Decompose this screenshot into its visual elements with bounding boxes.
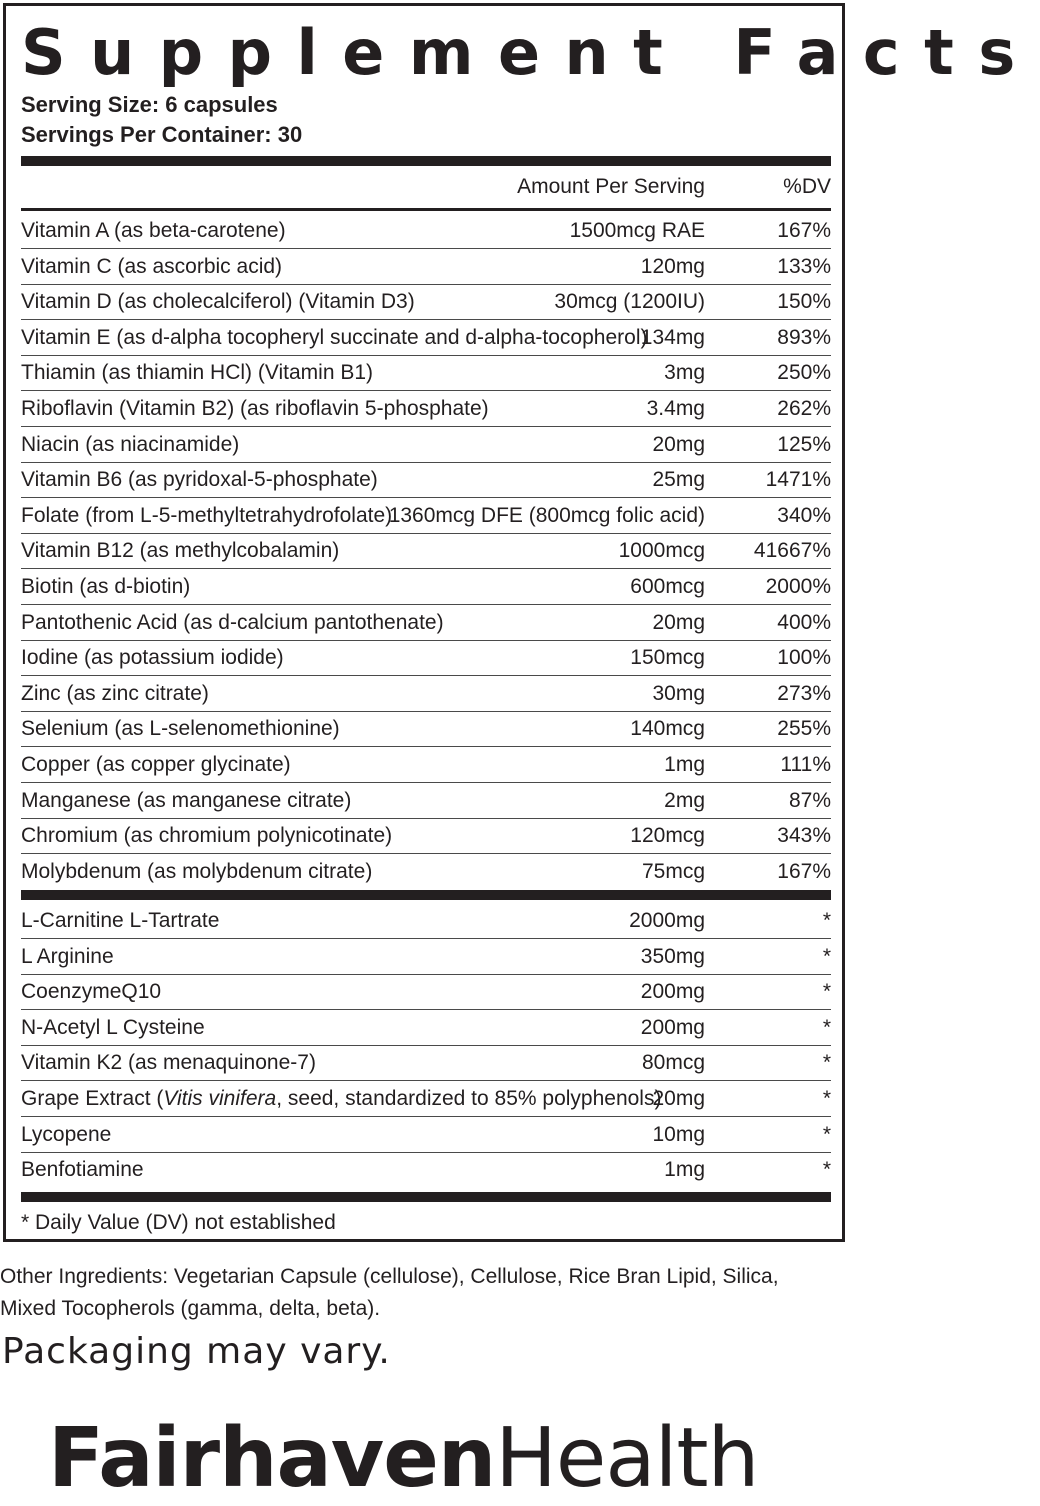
- table-row: [21, 975, 831, 1010]
- nutrient-name: Iodine (as potassium iodide): [21, 646, 284, 670]
- other-ingredients: Other Ingredients: Vegetarian Capsule (cellulose), Cellulose, Rice Bran Lipid, Silica, Mixed Tocopherols (gamma, delta, beta).: [0, 1265, 779, 1320]
- table-row: [21, 214, 831, 249]
- nutrient-name: Pantothenic Acid (as d-calcium pantothenate): [21, 610, 444, 634]
- table-row: [21, 392, 831, 427]
- nutrient-name: Vitamin K2 (as menaquinone-7): [21, 1051, 316, 1075]
- nutrient-name: Lycopene: [21, 1122, 112, 1146]
- dv-value: 41667%: [753, 539, 831, 563]
- amount-value: 3.4mg: [646, 397, 705, 420]
- dv-value: 2000%: [765, 575, 831, 598]
- amount-header: Amount Per Serving: [517, 175, 705, 198]
- amount-value: 25mg: [652, 468, 705, 492]
- amount-value: 134mg: [640, 325, 705, 349]
- table-row: [21, 819, 831, 854]
- dv-value: 133%: [777, 254, 831, 278]
- nutrient-name: Vitamin C (as ascorbic acid): [21, 254, 283, 278]
- amount-value: 80mcg: [641, 1051, 705, 1075]
- table-row: [21, 712, 831, 747]
- amount-value: 120mcg: [630, 824, 705, 848]
- amount-value: 20mg: [652, 610, 705, 634]
- dv-value: 87%: [788, 788, 831, 812]
- amount-value: 1mg: [664, 753, 705, 776]
- table-row: [21, 250, 831, 285]
- amount-value: 30mcg (1200IU): [554, 290, 705, 314]
- header-divider: [21, 208, 831, 211]
- brand-logo: [48, 1411, 759, 1506]
- servings-per-container: Servings Per Container: 30: [21, 122, 303, 147]
- table-row: [21, 534, 831, 569]
- dv-value: 167%: [777, 219, 831, 242]
- amount-value: 600mcg: [630, 575, 705, 598]
- table-row: [21, 321, 831, 356]
- amount-value: 120mg: [640, 254, 705, 278]
- table-row: [21, 1082, 831, 1117]
- dv-value: *: [822, 1087, 831, 1110]
- dv-footnote: * Daily Value (DV) not established: [21, 1211, 336, 1234]
- dv-value: 125%: [777, 432, 831, 456]
- table-row: [21, 940, 831, 975]
- dv-value: 340%: [777, 503, 831, 527]
- table-row: [21, 285, 831, 320]
- dv-value: 100%: [777, 646, 831, 670]
- nutrient-name: CoenzymeQ10: [21, 980, 162, 1004]
- dv-value: 255%: [777, 717, 831, 741]
- amount-value: 1360mcg DFE (800mcg folic acid): [388, 503, 705, 527]
- dv-value: 343%: [777, 824, 831, 848]
- dv-value: *: [822, 1051, 831, 1075]
- table-row: [21, 1046, 831, 1081]
- thick-divider-bottom: [21, 1192, 831, 1202]
- dv-value: 167%: [777, 859, 831, 883]
- brand-logo-part1: Fairhaven: [48, 1411, 496, 1506]
- amount-value: 1mg: [664, 1158, 705, 1182]
- thick-divider-top: [21, 156, 831, 166]
- amount-value: 1500mcg RAE: [569, 219, 705, 242]
- nutrient-name: L Arginine: [21, 944, 114, 968]
- table-row: [21, 784, 831, 819]
- table-row: [21, 356, 831, 391]
- serving-size: Serving Size: 6 capsules: [21, 92, 278, 117]
- nutrient-name-part: Vitis vinifera: [163, 1087, 277, 1110]
- table-row: [21, 904, 831, 939]
- nutrient-name: Benfotiamine: [21, 1158, 144, 1182]
- table-row: [21, 748, 831, 783]
- dv-value: *: [822, 1122, 831, 1146]
- nutrient-name: Vitamin D (as cholecalciferol) (Vitamin D3): [21, 290, 415, 314]
- table-row: [21, 1118, 831, 1153]
- dv-value: 150%: [777, 290, 831, 314]
- nutrient-name: N-Acetyl L Cysteine: [21, 1015, 205, 1039]
- dv-value: 262%: [777, 397, 831, 420]
- packaging-note: Packaging may vary.: [2, 1331, 391, 1372]
- amount-value: 20mg: [652, 1087, 705, 1110]
- nutrient-name: Biotin (as d-biotin): [21, 575, 191, 598]
- amount-value: 75mcg: [641, 859, 705, 883]
- nutrient-name: Selenium (as L-selenomethionine): [21, 717, 340, 741]
- dv-value: *: [822, 1158, 831, 1182]
- nutrient-name: Folate (from L-5-methyltetrahydrofolate): [21, 503, 393, 527]
- amount-value: 2mg: [664, 788, 705, 812]
- table-row: [21, 641, 831, 676]
- amount-value: 140mcg: [630, 717, 705, 741]
- nutrient-name: Copper (as copper glycinate): [21, 753, 291, 776]
- table-row: [21, 499, 831, 534]
- amount-value: 2000mg: [629, 909, 705, 932]
- nutrient-name: Vitamin B12 (as methylcobalamin): [21, 539, 340, 563]
- nutrient-name: [21, 1088, 661, 1109]
- amount-value: 10mg: [652, 1122, 705, 1146]
- nutrient-name: Thiamin (as thiamin HCl) (Vitamin B1): [21, 361, 374, 385]
- dv-header: %DV: [783, 175, 831, 198]
- amount-value: 350mg: [640, 944, 705, 968]
- table-row: [21, 606, 831, 641]
- table-row: [21, 1153, 831, 1188]
- table-row: [21, 570, 831, 605]
- table-row: [21, 677, 831, 712]
- brand-logo-part2: Health: [495, 1411, 759, 1506]
- nutrient-name: L-Carnitine L-Tartrate: [21, 909, 220, 932]
- dv-value: *: [822, 1015, 831, 1039]
- nutrient-name: Niacin (as niacinamide): [21, 432, 240, 456]
- amount-value: 3mg: [664, 361, 705, 385]
- dv-value: 273%: [777, 681, 831, 705]
- table-row: [21, 428, 831, 463]
- nutrient-name: Vitamin B6 (as pyridoxal-5-phosphate): [21, 468, 378, 492]
- dv-value: 111%: [780, 753, 831, 776]
- amount-value: 200mg: [640, 980, 705, 1004]
- dv-value: 893%: [777, 325, 831, 349]
- nutrient-name-part: Grape Extract (: [21, 1087, 164, 1110]
- nutrient-name: Zinc (as zinc citrate): [21, 681, 209, 705]
- nutrient-name: Manganese (as manganese citrate): [21, 788, 352, 812]
- amount-value: 200mg: [640, 1015, 705, 1039]
- amount-value: 20mg: [652, 432, 705, 456]
- panel-title: Supplement Facts: [21, 16, 1040, 89]
- nutrient-name: Chromium (as chromium polynicotinate): [21, 824, 393, 848]
- nutrient-name: Molybdenum (as molybdenum citrate): [21, 859, 373, 883]
- thick-divider-middle: [21, 890, 831, 900]
- supplement-facts-panel: [3, 3, 1040, 1242]
- dv-value: *: [822, 944, 831, 968]
- amount-value: 150mcg: [630, 646, 705, 670]
- nutrient-name-part: , seed, standardized to 85% polyphenols): [276, 1087, 662, 1110]
- table-row: [21, 463, 831, 498]
- nutrient-name: Vitamin E (as d-alpha tocopheryl succinate and d-alpha-tocopherol): [21, 325, 648, 349]
- dv-value: *: [822, 909, 831, 932]
- dv-value: 1471%: [765, 468, 831, 492]
- table-row: [21, 855, 831, 890]
- table-row: [21, 1011, 831, 1046]
- amount-value: 1000mcg: [618, 539, 705, 563]
- amount-value: 30mg: [652, 681, 705, 705]
- nutrient-name: Riboflavin (Vitamin B2) (as riboflavin 5-phosphate): [21, 397, 489, 420]
- dv-value: 250%: [777, 361, 831, 385]
- dv-value: *: [822, 980, 831, 1004]
- nutrient-name: Vitamin A (as beta-carotene): [21, 219, 286, 242]
- dv-value: 400%: [777, 610, 831, 634]
